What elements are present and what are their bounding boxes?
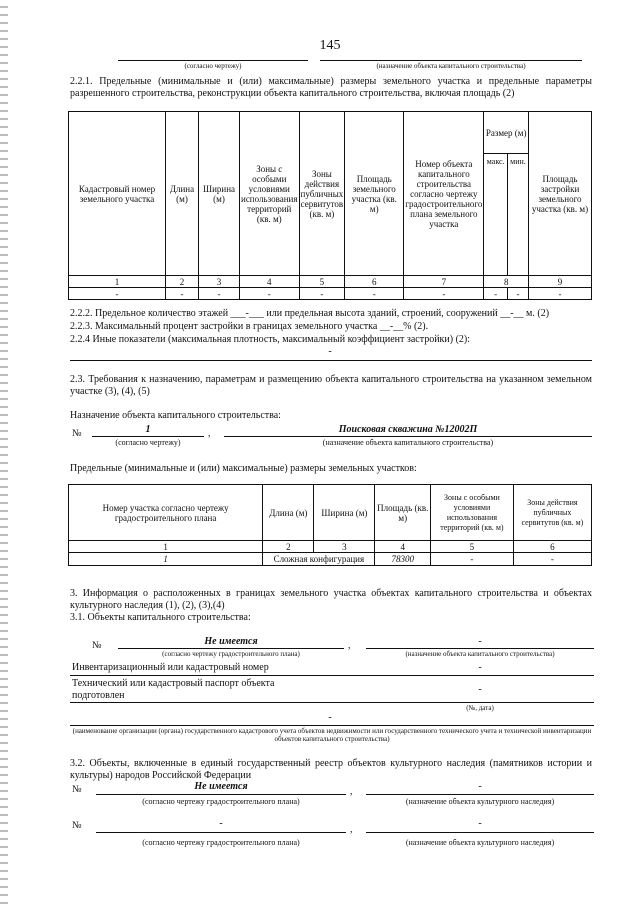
plot-special-cell: - xyxy=(431,553,514,566)
table-cell: - xyxy=(199,288,240,300)
th-special-zones: Зоны с особыми условиями использования территорий (кв. м) xyxy=(240,112,300,276)
section-3-1-heading: 3.1. Объекты капитального строительства: xyxy=(70,612,251,623)
th-length: Длина (м) xyxy=(263,485,314,541)
plot-size-table xyxy=(68,484,592,566)
plot-params-table xyxy=(68,111,592,300)
plot-area-cell: 78300 xyxy=(375,553,431,566)
number-sign: № xyxy=(72,784,82,795)
top-left-caption: (согласно чертежу) xyxy=(184,62,242,70)
th-cadastral: Кадастровый номер земельного участка xyxy=(69,112,166,276)
heritage-row1-number-line xyxy=(96,794,346,795)
object-purpose-line xyxy=(224,436,592,437)
section-2-2-4-value: - xyxy=(328,346,332,357)
table-cell: - xyxy=(484,288,508,300)
passport-value: - xyxy=(478,684,482,695)
heritage-row2-purpose-line xyxy=(366,832,594,833)
passport-line xyxy=(70,702,594,703)
org-caption: (наименование организации (органа) государственного кадастрового учета объектов недвижимости или государственного технического учета и технической инвентаризации объектов капитального строительства) xyxy=(72,727,592,743)
section-2-2-4: 2.2.4 Иные показатели (максимальная плотность, максимальный коэффициент застройки) (2): xyxy=(70,334,471,345)
passport-date-caption: (№, дата) xyxy=(466,704,494,712)
comma: , xyxy=(348,640,351,651)
heritage-row1-purpose: - xyxy=(478,781,482,792)
th-building-area: Площадь застройки земельного участка (кв. м) xyxy=(529,112,592,276)
col-num: 1 xyxy=(69,541,263,553)
page-number: 145 xyxy=(319,38,341,53)
org-line xyxy=(70,725,594,726)
limits-label: Предельные (минимальные и (или) максимальные) размеры земельных участков: xyxy=(70,463,417,474)
cap-object-number-value: Не имеется xyxy=(204,636,258,647)
table-cell: - xyxy=(404,288,484,300)
table-cell: - xyxy=(529,288,592,300)
heritage-row2-purpose-caption: (назначение объекта культурного наследия) xyxy=(405,838,555,847)
col-num: 7 xyxy=(404,276,484,288)
th-size: Размер (м) xyxy=(484,112,529,154)
col-num: 6 xyxy=(513,541,591,553)
object-number-value: 1 xyxy=(145,424,151,435)
heritage-row1-number-caption: (согласно чертежу градостроительного плана) xyxy=(142,797,300,806)
inventory-value: - xyxy=(478,662,482,673)
heritage-row2-purpose: - xyxy=(478,818,482,829)
section-2-3-heading: 2.3. Требования к назначению, параметрам и размещению объекта капитального строительства на указанном земельном участке (3), (4), (5) xyxy=(70,374,592,397)
th-servitude: Зоны действия публичных сервитутов (кв. м) xyxy=(513,485,591,541)
heritage-row2-number-line xyxy=(96,832,346,833)
cap-object-purpose-line xyxy=(366,648,594,649)
heritage-row2-number: - xyxy=(219,818,223,829)
heritage-row1-purpose-line xyxy=(366,794,594,795)
plot-servitude-cell: - xyxy=(513,553,591,566)
cap-object-purpose-caption: (назначение объекта капитального строительства) xyxy=(405,650,555,658)
table-cell: - xyxy=(166,288,199,300)
top-right-caption: (назначение объекта капитального строительства) xyxy=(376,62,526,70)
plot-config-cell: Сложная конфигурация xyxy=(263,553,375,566)
section-3-heading: 3. Информация о расположенных в границах земельного участка объектах капитального строительства и объектах культурного наследия (1), (2), (3),(4) xyxy=(70,588,592,611)
number-sign: № xyxy=(92,640,102,651)
section-2-2-3: 2.2.3. Максимальный процент застройки в границах земельного участка __-__% (2). xyxy=(70,321,429,332)
th-width: Ширина (м) xyxy=(314,485,375,541)
col-num: 3 xyxy=(314,541,375,553)
col-num: 9 xyxy=(529,276,592,288)
col-num: 4 xyxy=(240,276,300,288)
col-num: 8 xyxy=(484,276,529,288)
section-2-2-2: 2.2.2. Предельное количество этажей ___-___ или предельная высота зданий, строений, сооружений __-__ м. (2) xyxy=(70,308,550,319)
col-num: 3 xyxy=(199,276,240,288)
th-width: Ширина (м) xyxy=(199,112,240,276)
top-left-line xyxy=(118,60,308,61)
th-servitude: Зоны действия публичных сервитутов (кв. м) xyxy=(299,112,345,276)
inventory-label: Инвентаризационный или кадастровый номер xyxy=(72,662,269,673)
th-max: макс. xyxy=(484,154,508,276)
heritage-row1-purpose-caption: (назначение объекта культурного наследия) xyxy=(405,797,555,806)
comma: , xyxy=(208,428,211,439)
top-right-line xyxy=(320,60,582,61)
table-cell: - xyxy=(299,288,345,300)
col-num: 5 xyxy=(299,276,345,288)
cap-object-purpose-value: - xyxy=(478,636,482,647)
org-value: - xyxy=(328,712,332,723)
cap-object-number-line xyxy=(118,648,344,649)
object-purpose-value: Поисковая скважина №12002П xyxy=(338,424,478,435)
col-num: 5 xyxy=(431,541,514,553)
th-special-zones: Зоны с особыми условиями использования территорий (кв. м) xyxy=(431,485,514,541)
number-sign: № xyxy=(72,820,82,831)
col-num: 2 xyxy=(263,541,314,553)
inventory-line xyxy=(70,675,594,676)
th-object-no: Номер объекта капитального строительства согласно чертежу градостроительного плана земельного участка xyxy=(404,112,484,276)
punch-holes-edge xyxy=(0,0,8,905)
object-purpose-caption: (назначение объекта капитального строительства) xyxy=(322,438,494,447)
comma: , xyxy=(350,824,353,835)
heritage-row2-number-caption: (согласно чертежу градостроительного плана) xyxy=(142,838,300,847)
plot-number-cell: 1 xyxy=(69,553,263,566)
table-cell: - xyxy=(345,288,404,300)
table-cell: - xyxy=(69,288,166,300)
object-number-line xyxy=(92,436,204,437)
col-num: 2 xyxy=(166,276,199,288)
divider-line xyxy=(70,360,592,361)
cap-object-number-caption: (согласно чертежу градостроительного плана) xyxy=(162,650,300,658)
col-num: 6 xyxy=(345,276,404,288)
section-3-2-heading: 3.2. Объекты, включенные в единый государственный реестр объектов культурного наследия (памятников истории и культуры) народов Российской Федерации xyxy=(70,758,592,781)
section-2-2-1-heading: 2.2.1. Предельные (минимальные и (или) максимальные) размеры земельного участка и предельные параметры разрешенного строительства, реконструкции объекта капитального строительства, включая площадь (2) xyxy=(70,76,592,99)
th-min: мин. xyxy=(507,154,528,276)
th-length: Длина (м) xyxy=(166,112,199,276)
th-area: Площадь земельного участка (кв. м) xyxy=(345,112,404,276)
purpose-label: Назначение объекта капитального строительства: xyxy=(70,410,281,421)
th-plot-no: Номер участка согласно чертежу градостроительного плана xyxy=(69,485,263,541)
col-num: 4 xyxy=(375,541,431,553)
table-cell: - xyxy=(240,288,300,300)
th-area: Площадь (кв. м) xyxy=(375,485,431,541)
number-sign: № xyxy=(72,428,82,439)
object-number-caption: (согласно чертежу) xyxy=(115,438,181,447)
passport-label: Технический или кадастровый паспорт объекта подготовлен xyxy=(72,678,275,701)
col-num: 1 xyxy=(69,276,166,288)
comma: , xyxy=(350,786,353,797)
table-cell: - xyxy=(507,288,528,300)
heritage-row1-number: Не имеется xyxy=(194,781,248,792)
